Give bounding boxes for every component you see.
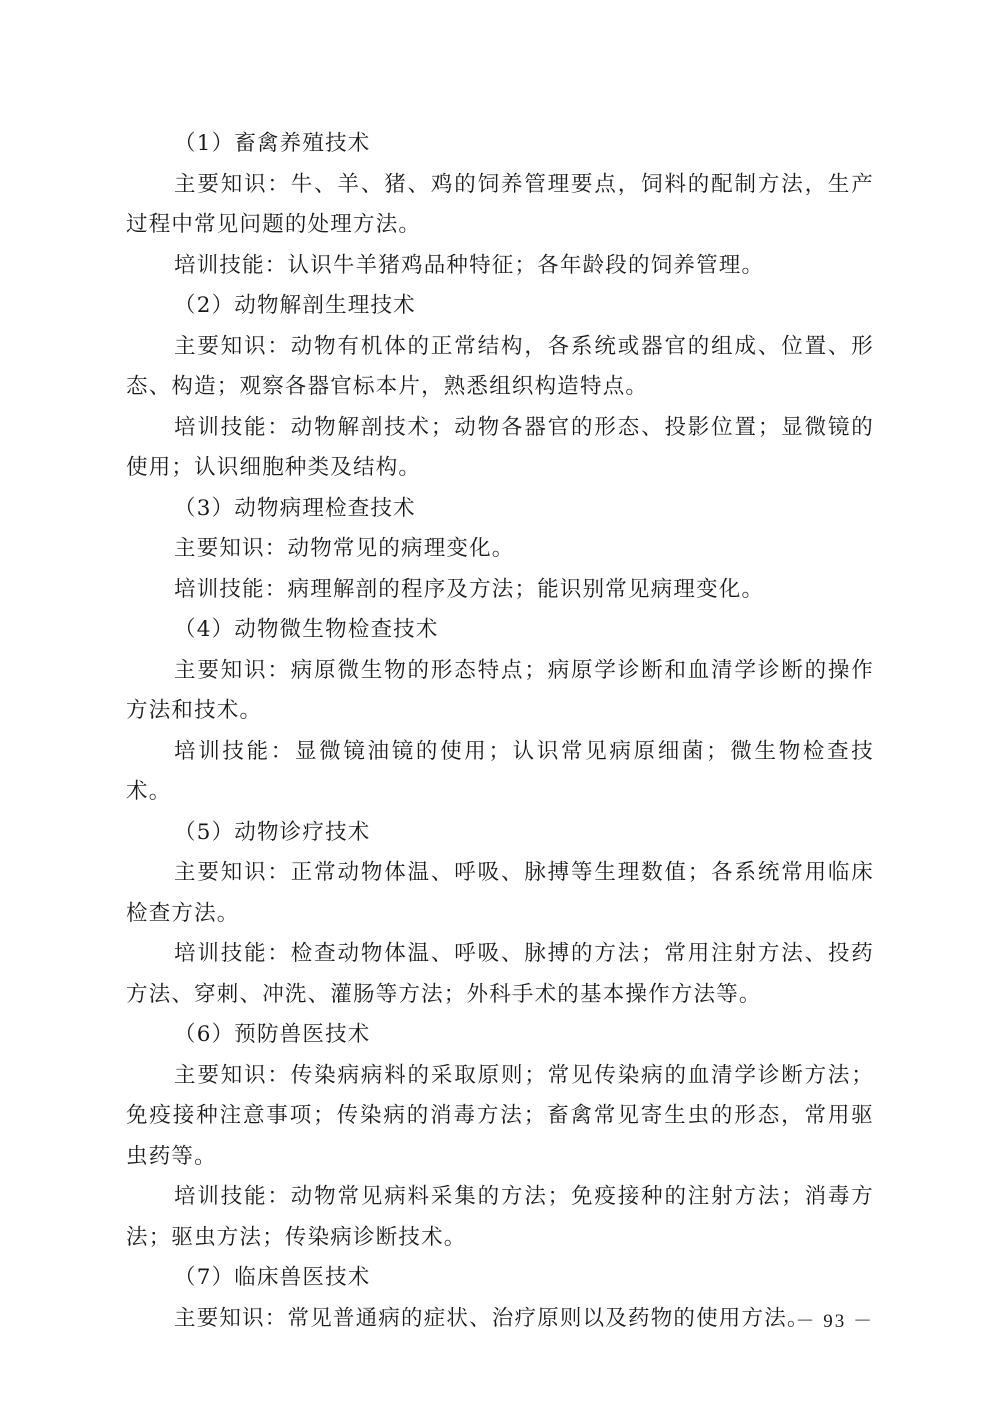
knowledge-paragraph: 主要知识：传染病病料的采取原则；常见传染病的血清学诊断方法；免疫接种注意事项；传染病的消毒方法；畜禽常见寄生虫的形态，常用驱虫药等。 (126, 1062, 874, 1169)
knowledge-paragraph: 主要知识：病原微生物的形态特点；病原学诊断和血清学诊断的操作方法和技术。 (126, 657, 874, 723)
knowledge-paragraph: 主要知识：动物常见的病理变化。 (174, 536, 515, 561)
skills-paragraph: 培训技能：认识牛羊猪鸡品种特征；各年龄段的饲养管理。 (174, 252, 765, 278)
section-heading: （5）动物诊疗技术 (174, 819, 371, 845)
knowledge-paragraph: 主要知识：动物有机体的正常结构，各系统或器官的组成、位置、形态、构造；观察各器官标本片，熟悉组织构造特点。 (126, 333, 874, 399)
page-content (126, 124, 874, 1339)
skills-paragraph: 培训技能：检查动物体温、呼吸、脉搏的方法；常用注射方法、投药方法、穿刺、冲洗、灌肠等方法；外科手术的基本操作方法等。 (126, 941, 874, 1007)
section-heading: （6）预防兽医技术 (174, 1022, 371, 1047)
section-heading: （3）动物病理检查技术 (174, 495, 416, 521)
knowledge-paragraph: 主要知识：牛、羊、猪、鸡的饲养管理要点，饲料的配制方法，生产过程中常见问题的处理方法。 (126, 171, 874, 237)
skills-paragraph: 培训技能：动物解剖技术；动物各器官的形态、投影位置；显微镜的使用；认识细胞种类及结构。 (126, 414, 874, 480)
section-heading: （4）动物微生物检查技术 (174, 617, 439, 642)
knowledge-paragraph: 主要知识：常见普通病的症状、治疗原则以及药物的使用方法。 (174, 1305, 810, 1331)
section-heading: （7）临床兽医技术 (174, 1265, 371, 1290)
section-heading: （1）畜禽养殖技术 (174, 131, 371, 156)
skills-paragraph: 培训技能：病理解剖的程序及方法；能识别常见病理变化。 (174, 576, 765, 602)
skills-paragraph: 培训技能：动物常见病料采集的方法；免疫接种的注射方法；消毒方法；驱虫方法；传染病诊断技术。 (126, 1184, 874, 1250)
page-number: － 93 － (795, 1311, 874, 1332)
section-heading: （2）动物解剖生理技术 (174, 293, 416, 318)
skills-paragraph: 培训技能：显微镜油镜的使用；认识常见病原细菌；微生物检查技术。 (126, 738, 874, 804)
knowledge-paragraph: 主要知识：正常动物体温、呼吸、脉搏等生理数值；各系统常用临床检查方法。 (126, 860, 874, 926)
